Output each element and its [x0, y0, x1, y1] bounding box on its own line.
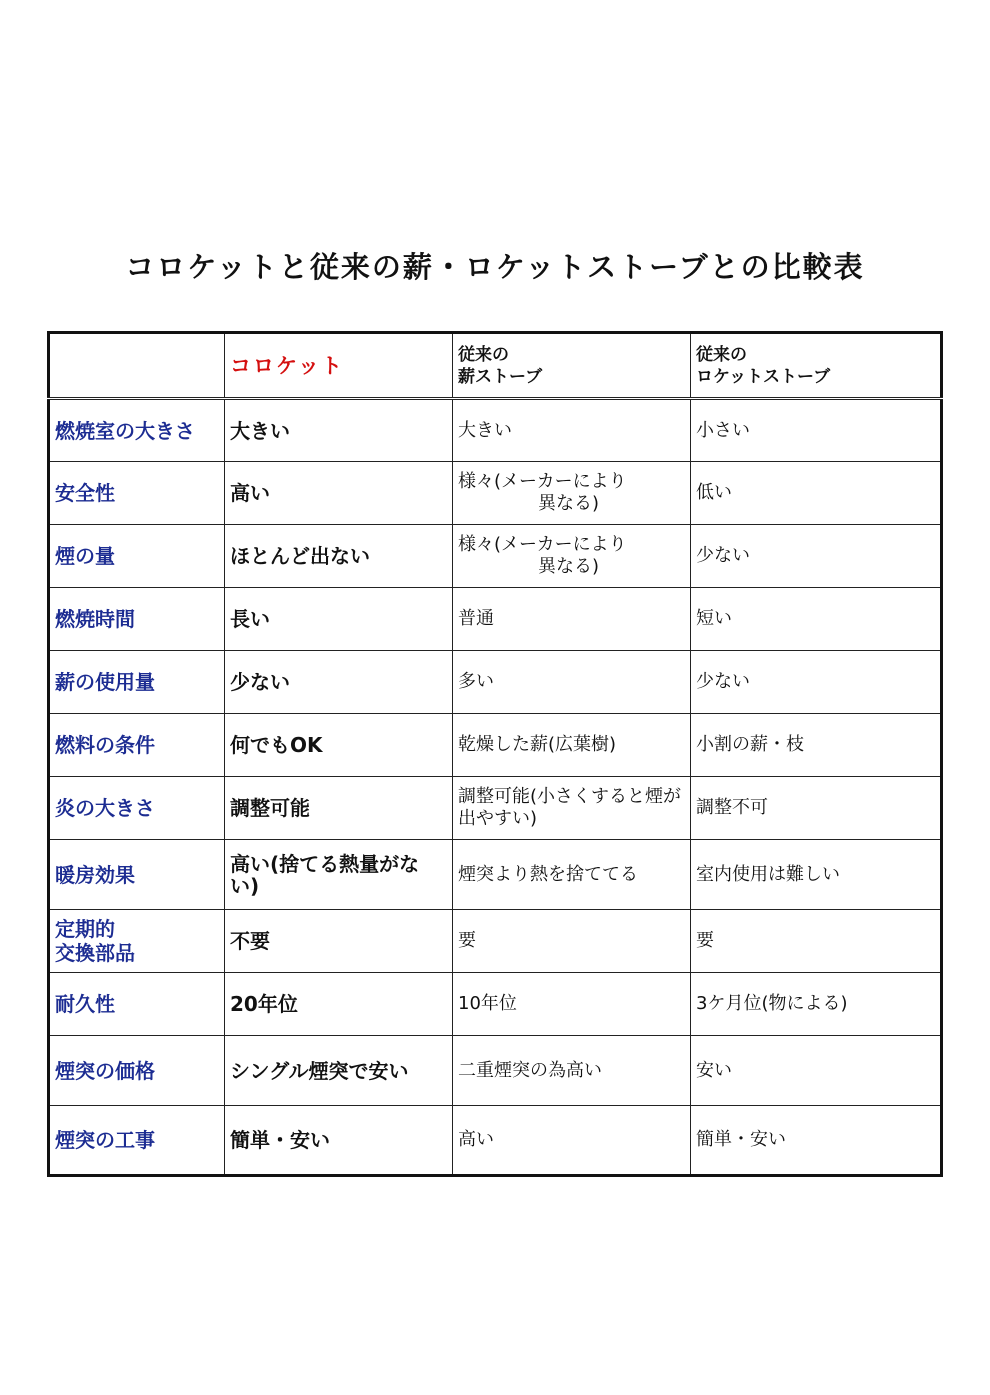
row-label-line: 交換部品	[55, 941, 135, 965]
row-label-line: 薪の使用量	[55, 670, 155, 694]
row-label	[49, 840, 225, 910]
comparison-table	[47, 331, 943, 1177]
cell-rocket-stove: 調整不可	[691, 777, 942, 840]
cell-corocket: 調整可能	[225, 777, 453, 840]
table-row	[49, 525, 942, 588]
cell-rocket-stove: 小割の薪・枝	[691, 714, 942, 777]
row-label	[49, 525, 225, 588]
cell-line: 異なる)	[538, 493, 600, 514]
table-body	[49, 399, 942, 1176]
row-label-line: 暖房効果	[55, 862, 135, 887]
table-row	[49, 973, 942, 1036]
cell-wood-stove: 乾燥した薪(広葉樹)	[453, 714, 691, 777]
header-wood-stove	[453, 333, 691, 399]
row-label	[49, 714, 225, 777]
cell-rocket-stove: 少ない	[691, 651, 942, 714]
row-label	[49, 910, 225, 973]
table-header-row	[49, 333, 942, 399]
cell-line: 異なる)	[538, 556, 600, 577]
cell-rocket-stove: 要	[691, 910, 942, 973]
table-row	[49, 399, 942, 462]
row-label	[49, 588, 225, 651]
cell-corocket: 高い(捨てる熱量がない)	[225, 840, 453, 910]
cell-corocket: ほとんど出ない	[225, 525, 453, 588]
cell-wood-stove	[453, 525, 691, 588]
header-empty-cell	[49, 333, 225, 399]
table-row	[49, 588, 942, 651]
row-label	[49, 462, 225, 525]
cell-wood-stove: 高い	[453, 1106, 691, 1176]
cell-wood-stove	[453, 462, 691, 525]
row-label-line: 耐久性	[55, 992, 115, 1016]
cell-corocket: 少ない	[225, 651, 453, 714]
cell-corocket: 長い	[225, 588, 453, 651]
cell-rocket-stove: 3ケ月位(物による)	[691, 973, 942, 1036]
table-row	[49, 462, 942, 525]
table-row	[49, 1036, 942, 1106]
cell-rocket-stove: 小さい	[691, 399, 942, 462]
cell-rocket-stove: 室内使用は難しい	[691, 840, 942, 910]
table-row	[49, 910, 942, 973]
table-row	[49, 651, 942, 714]
header-wood-stove-line1: 従来の	[458, 344, 509, 365]
table-row	[49, 714, 942, 777]
header-rocket-stove-line1: 従来の	[696, 344, 747, 365]
cell-wood-stove: 要	[453, 910, 691, 973]
cell-wood-stove: 10年位	[453, 973, 691, 1036]
cell-wood-stove: 煙突より熱を捨ててる	[453, 840, 691, 910]
cell-corocket: 高い	[225, 462, 453, 525]
cell-wood-stove: 二重煙突の為高い	[453, 1036, 691, 1106]
row-label-line: 燃焼室の大きさ	[55, 418, 195, 443]
row-label-line: 燃焼時間	[55, 607, 135, 631]
header-rocket-stove	[691, 333, 942, 399]
row-label	[49, 973, 225, 1036]
cell-wood-stove: 普通	[453, 588, 691, 651]
cell-rocket-stove: 短い	[691, 588, 942, 651]
table-row	[49, 777, 942, 840]
header-wood-stove-line2: 薪ストーブ	[458, 366, 543, 387]
table-row	[49, 840, 942, 910]
cell-rocket-stove: 簡単・安い	[691, 1106, 942, 1176]
cell-wood-stove: 多い	[453, 651, 691, 714]
row-label-line: 煙突の工事	[55, 1128, 155, 1152]
row-label-line: 煙突の価格	[55, 1058, 155, 1083]
cell-rocket-stove: 低い	[691, 462, 942, 525]
table-row	[49, 1106, 942, 1176]
page-title: コロケットと従来の薪・ロケットストーブとの比較表	[125, 250, 865, 284]
cell-rocket-stove: 安い	[691, 1036, 942, 1106]
row-label	[49, 651, 225, 714]
cell-corocket: 不要	[225, 910, 453, 973]
cell-line: 様々(メーカーにより	[458, 534, 627, 555]
row-label	[49, 1106, 225, 1176]
cell-wood-stove: 調整可能(小さくすると煙が出やすい)	[453, 777, 691, 840]
row-label-line: 燃料の条件	[55, 733, 155, 757]
cell-corocket: 大きい	[225, 399, 453, 462]
cell-line: 様々(メーカーにより	[458, 471, 627, 492]
row-label	[49, 1036, 225, 1106]
row-label-line: 煙の量	[55, 544, 115, 568]
row-label-line: 定期的	[55, 917, 115, 941]
row-label	[49, 777, 225, 840]
cell-corocket: 20年位	[225, 973, 453, 1036]
cell-wood-stove: 大きい	[453, 399, 691, 462]
header-rocket-stove-line2: ロケットストーブ	[696, 366, 831, 387]
row-label-line: 炎の大きさ	[55, 796, 155, 820]
cell-corocket: 簡単・安い	[225, 1106, 453, 1176]
row-label	[49, 399, 225, 462]
cell-corocket: シングル煙突で安い	[225, 1036, 453, 1106]
cell-rocket-stove: 少ない	[691, 525, 942, 588]
row-label-line: 安全性	[55, 481, 115, 505]
header-corocket: コロケット	[225, 333, 453, 399]
cell-corocket: 何でもOK	[225, 714, 453, 777]
